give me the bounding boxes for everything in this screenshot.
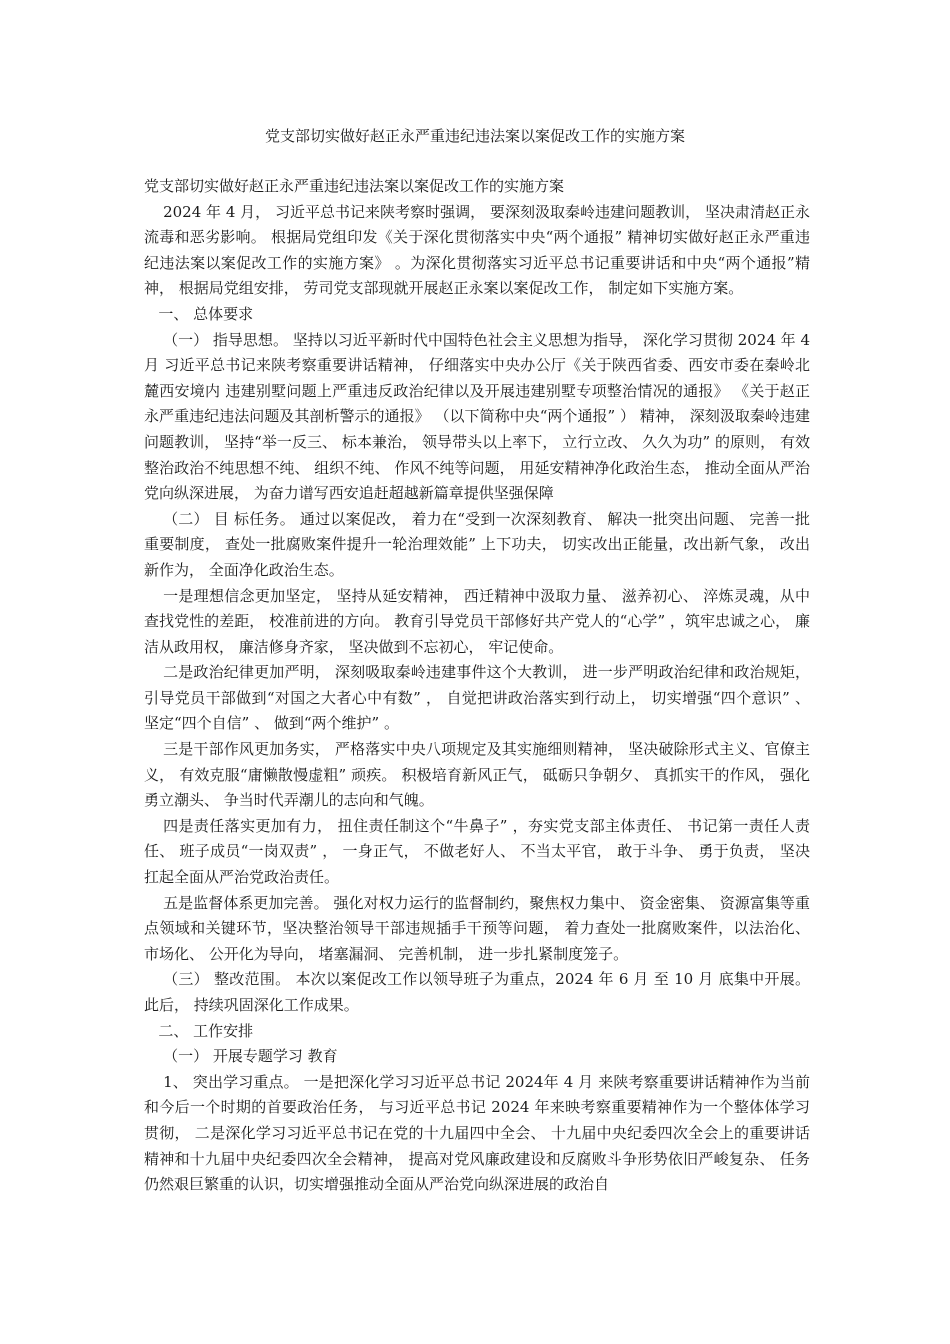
document-title: 党支部切实做好赵正永严重违纪违法案以案促改工作的实施方案 bbox=[264, 127, 685, 145]
paragraph-item-2: 二是政治纪律更加严明， 深刻吸取秦岭违建事件这个大教训， 进一步严明政治纪律和政治规矩， 引导党员干部做到“对国之大者心中有数” ， 自觉把讲政治落实到行动上， 切实增强“四个意识” 、 坚定“四个自信” 、 做到“两个维护” 。 bbox=[144, 663, 810, 733]
subsection-heading-study: （一） 开展专题学习 教育 bbox=[163, 1047, 338, 1066]
paragraph-target-tasks: （二） 目 标任务。 通过以案促改， 着力在“受到一次深刻教育、 解决一批突出问题、 完善一批重要制度， 查处一批腐败案件提升一轮治理效能” 上下功夫， 切实改出正能量，改出新气象， 改出新作为， 全面净化政治生态。 bbox=[144, 509, 810, 579]
paragraph-guiding-thought: （一） 指导思想。 坚持以习近平新时代中国特色社会主义思想为指导， 深化学习贯彻 2024 年 4 月 习近平总书记来陕考察重要讲话精神， 仔细落实中央办公厅《关于陕西省委、西安市委在秦岭北麓西安境内 违建别墅问题上严重违反政治纪律以及开展违建别墅专项整治情况的通报》 《关于赵正永严重违纪违法问题及其剖析警示的通报》 （以下简称中央“两个通报” ） 精神， 深刻汲取秦岭违建问题教训， 坚持“举一反三、 标本兼治， 领导带头以上率下， 立行立改、 久久为功” 的原则， 有效整治政治不纯思想不纯、 组织不纯、 作风不纯等问题， 用延安精神净化政治生态， 推动全面从严治党向纵深进展， 为奋力谱写西安追赶超越新篇章提供坚强保障 bbox=[144, 330, 810, 503]
subtitle-paragraph: 党支部切实做好赵正永严重违纪违法案以案促改工作的实施方案 bbox=[144, 177, 565, 195]
document-body bbox=[144, 174, 810, 1198]
paragraph-study-focus: 1、 突出学习重点。 一是把深化学习习近平总书记 2024年 4 月 来陕考察重要讲话精神作为当前和今后一个时期的首要政治任务， 与习近平总书记 2024 年来映考察重要精神作为一个整体体学习贯彻， 二是深化学习习近平总书记在党的十九届四中全会、 十九届中央纪委四次全会上的重要讲话精神和十九届中央纪委四次全会精神， 提高对党风廉政建设和反腐败斗争形势依旧严峻复杂、 任务仍然艰巨繁重的认识，切实增强推动全面从严治党向纵深进展的政治自 bbox=[144, 1072, 810, 1194]
paragraph-scope: （三） 整改范围。 本次以案促改工作以领导班子为重点，2024 年 6 月 至 10 月 底集中开展。 此后， 持续巩固深化工作成果。 bbox=[144, 970, 810, 1014]
paragraph-item-3: 三是干部作风更加务实， 严格落实中央八项规定及其实施细则精神， 坚决破除形式主义、官僚主义， 有效克服“庸懒散慢虚粗” 顽疾。 积极培育新风正气， 砥砺只争朝夕、 真抓实干的作风， 强化勇立潮头、 争当时代弄潮儿的志向和气魄。 bbox=[144, 740, 810, 810]
paragraph-item-4: 四是责任落实更加有力， 扭住责任制这个“牛鼻子” ，夯实党支部主体责任、 书记第一责任人责任、 班子成员“一岗双责” ， 一身正气， 不做老好人、 不当太平官， 敢于斗争、 勇于负责， 坚决扛起全面从严治党政治责任。 bbox=[144, 816, 810, 887]
intro-paragraph: 2024 年 4 月， 习近平总书记来陕考察时强调， 要深刻汲取秦岭违建问题教训， 坚决肃清赵正永流毒和恶劣影响。 根据局党组印发《关于深化贯彻落实中央“两个通报” 精神切实做好赵正永严重违纪违法案以案促改工作的实施方案》 。为深化贯彻落实习近平总书记重要讲话和中央“两个通报”精神， 根据局党组安排， 劳司党支部现就开展赵正永案以案促改工作， 制定如下实施方案。 bbox=[144, 202, 810, 298]
section-heading-2: 二、 工作安排 bbox=[158, 1021, 254, 1040]
paragraph-item-1: 一是理想信念更加坚定， 坚持从延安精神， 西迁精神中汲取力量、 滋养初心、 淬炼灵魂，从中查找党性的差距， 校准前进的方向。 教育引导党员干部修好共产党人的“心学” ，筑牢忠诚之心， 廉洁从政用权， 廉洁修身齐家， 坚决做到不忘初心， 牢记使命。 bbox=[144, 586, 810, 656]
section-heading-1: 一、 总体要求 bbox=[158, 304, 254, 323]
paragraph-item-5: 五是监督体系更加完善。 强化对权力运行的监督制约，聚焦权力集中、 资金密集、 资源富集等重点领域和关键环节，坚决整治领导干部违规插手干预等问题， 着力查处一批腐败案件，以法治化、 市场化、 公开化为导向， 堵塞漏洞、 完善机制， 进一步扎紧制度笼子。 bbox=[144, 893, 810, 963]
